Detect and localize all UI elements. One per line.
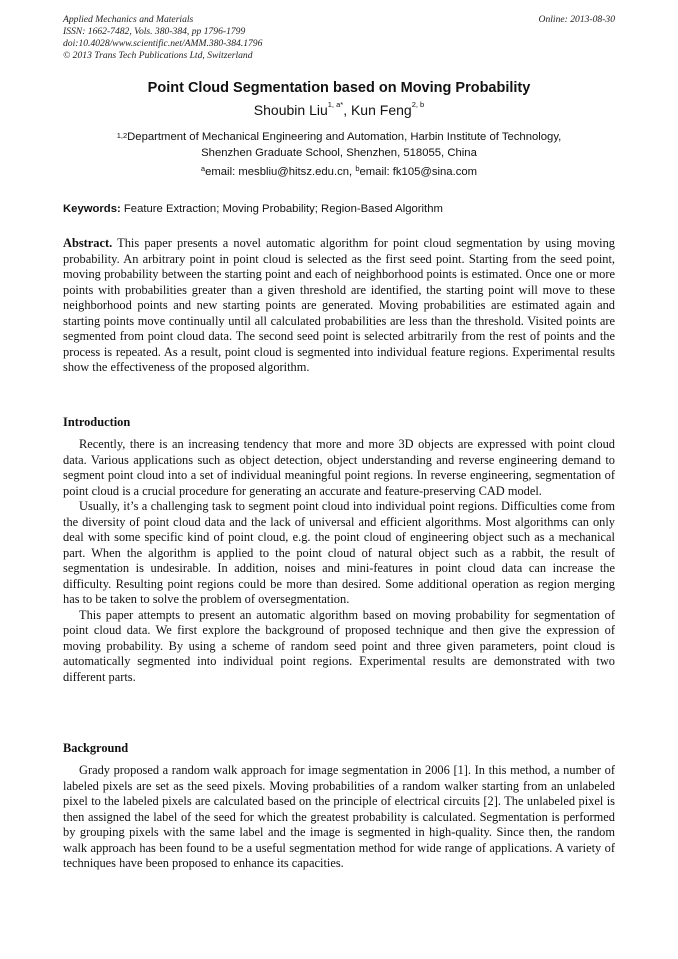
journal-header	[63, 14, 615, 62]
email-line	[0, 166, 678, 178]
affiliation-line-2: Shenzhen Graduate School, Shenzhen, 518055, China	[201, 146, 477, 159]
author-2-name: Kun Feng	[350, 102, 412, 118]
abstract-text: This paper presents a novel automatic algorithm for point cloud segmentation by using moving probability. An arbitrary point in point cloud is selected as the first seed point. Starting from the seed point, moving probability between the starting point and each of neighborhood points is estimated. Once one or more points with probabilities greater than a given threshold are identified, the starting point will move to these neighborhood points and new starting points are generated. Moving probabilities are estimated again and starting points move continually until all calculated probabilities are less than the threshold. Visited points are segmented from point cloud data. The second seed point is selected arbitrarily from the rest of points and the process is repeated. As a result, point cloud is segmented into individual feature regions. Experimental results show the effectiveness of the proposed algorithm.	[63, 236, 615, 374]
email-b: email: fk105@sina.com	[359, 166, 478, 178]
author-1-name: Shoubin Liu	[253, 102, 328, 118]
affiliation-line-1	[0, 130, 678, 146]
author-separator: ,	[343, 102, 351, 118]
section-heading-introduction: Introduction	[63, 415, 131, 429]
affiliation-text-1: Department of Mechanical Engineering and Automation, Harbin Institute of Technology,	[127, 131, 562, 143]
journal-copyright: © 2013 Trans Tech Publications Ltd, Switzerland	[63, 50, 253, 61]
email-b-sup: b	[355, 164, 360, 173]
author-1-affil: 1, a*	[327, 100, 344, 109]
keywords	[63, 203, 615, 215]
email-a: email: mesbliu@hitsz.edu.cn,	[205, 166, 356, 178]
paragraph: Recently, there is an increasing tendency that more and more 3D objects are expressed with point cloud data. Various applications such as object detection, object understanding and reverse engineering demand to segment point cloud into a set of individual meaningful point regions. In reverse engineering, segmentation of point cloud is a crucial procedure for generating an accurate and feature-preserving CAD model.	[63, 437, 615, 498]
paragraph: This paper attempts to present an automatic algorithm based on moving probability for segmentation of point cloud data. We first explore the background of proposed technique and then give the expression of moving probability. By using a scheme of random seed point and three given parameters, point cloud is automatically segmented into individual point regions. Experimental results are demonstrated with two different parts.	[63, 607, 615, 684]
journal-issn: ISSN: 1662-7482, Vols. 380-384, pp 1796-1799	[63, 26, 246, 37]
abstract-label: Abstract.	[63, 236, 113, 250]
section-heading-background: Background	[63, 741, 129, 755]
author-line	[0, 102, 678, 118]
author-2-affil: 2, b	[411, 100, 425, 109]
affiliation-sup: 1,2	[116, 131, 128, 140]
keywords-text: Feature Extraction; Moving Probability; Region-Based Algorithm	[120, 203, 443, 215]
paragraph: Usually, it’s a challenging task to segment point cloud into individual point regions. Difficulties come from the diversity of point cloud data and the lack of universal and efficient algorithms. Most algorithms can only deal with some specific kind of point cloud, e.g. the point cloud of engineering object such as a mechanical part. When the algorithm is applied to the point cloud of natural object such as a rabbit, the result of segmentation is undesirable. In addition, noises and mini-features in point cloud data can increase the difficulty. Resulting point regions could be more than desired. Some additional operation as region merging has to be taken to solve the problem of oversegmentation.	[63, 499, 615, 606]
journal-name: Applied Mechanics and Materials	[63, 14, 194, 25]
keywords-label: Keywords:	[63, 203, 121, 215]
background-body	[63, 763, 615, 872]
abstract	[63, 236, 615, 376]
introduction-body	[63, 437, 615, 685]
paragraph: Grady proposed a random walk approach for image segmentation in 2006 [1]. In this method, a number of labeled pixels are set as the seed pixels. Moving probabilities of a random walker starting from an unlabeled pixel to the labeled pixels are calculated based on the principle of electrical circuits [2]. The unlabeled pixel is then assigned the label of the seed for which the greatest probability is calculated. Segmentation is performed by grouping pixels with the same label and the image is segmented in high-quality. Since then, the random walk approach has been found to be a useful segmentation method for wide range of applications. A variety of techniques have been proposed to enhance its capacities.	[63, 763, 615, 870]
online-date: Online: 2013-08-30	[538, 14, 615, 25]
affiliation	[0, 130, 678, 161]
paper-title: Point Cloud Segmentation based on Moving Probability	[147, 80, 531, 96]
email-a-sup: a	[200, 164, 206, 173]
journal-doi: doi:10.4028/www.scientific.net/AMM.380-384.1796	[63, 38, 263, 49]
